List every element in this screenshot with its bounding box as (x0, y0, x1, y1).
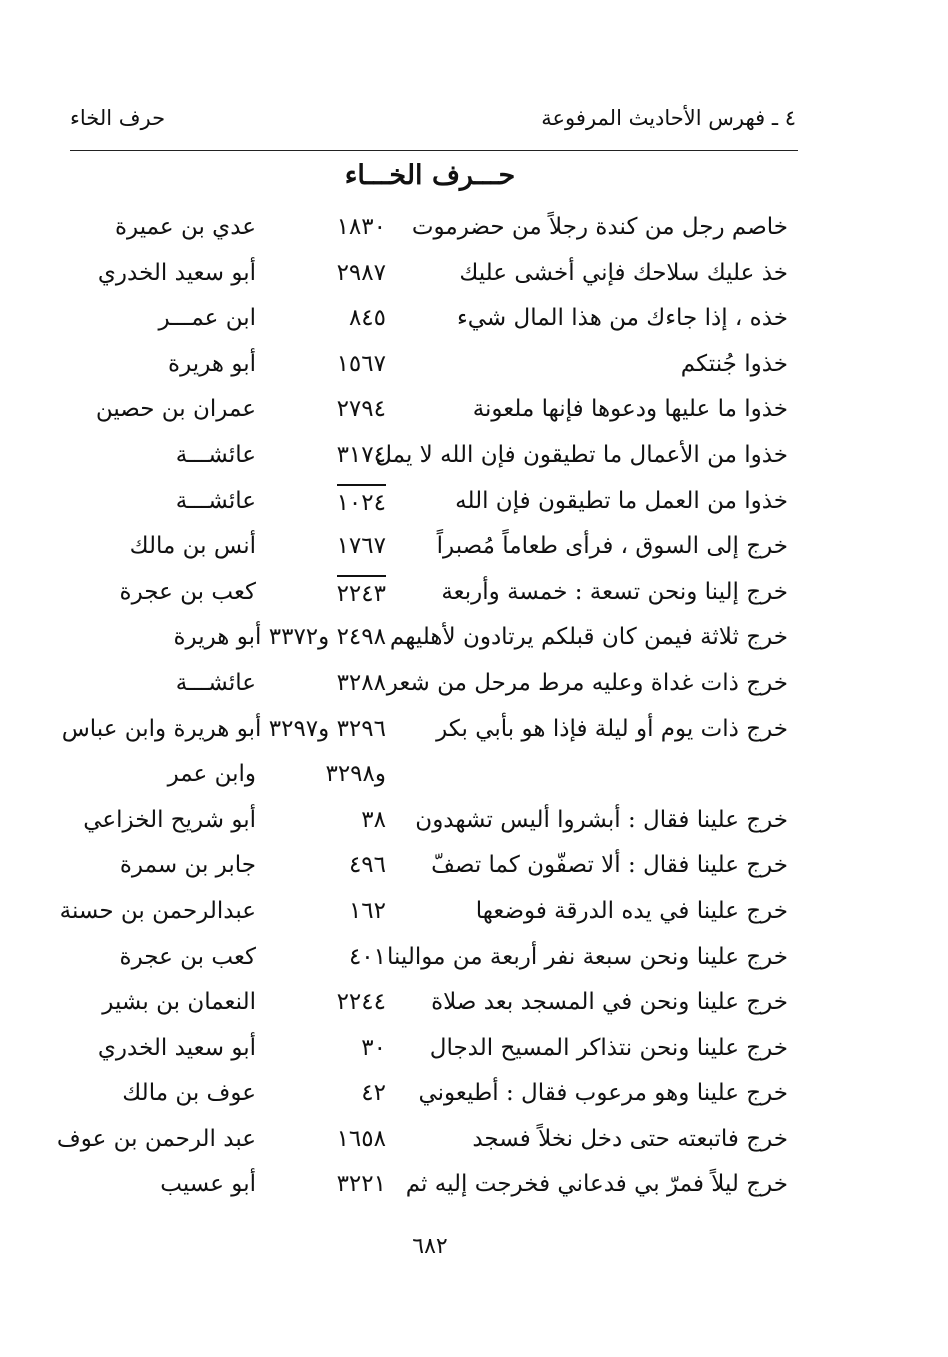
hadith-number: و٣٢٩٨ (325, 761, 386, 788)
hadith-number: ١٥٦٧ (336, 350, 386, 377)
hadith-opening-text: خذه ، إذا جاءك من هذا المال شيء (456, 305, 788, 332)
header-rule (70, 150, 798, 151)
page-number: ٦٨٢ (412, 1234, 448, 1259)
index-entry (0, 664, 948, 710)
hadith-opening-text: خرج ليلاً فمرّ بي فدعاني فخرجت إليه ثم (405, 1171, 788, 1198)
index-entry (0, 345, 948, 391)
index-entry (0, 527, 948, 573)
index-entry (0, 254, 948, 300)
narrator-name: أبو عسيب (160, 1171, 256, 1198)
hadith-opening-text: خرج ذات غداة وعليه مرط مرحل من شعر (386, 669, 788, 696)
index-entry (0, 710, 948, 756)
narrator-name: عبد الرحمن بن عوف (56, 1125, 256, 1152)
narrator-name: أبو سعيد الخدري (97, 259, 256, 286)
index-entry (0, 1120, 948, 1166)
hadith-opening-text: خرج علينا فقال : ألا تصفّون كما تصفّ (431, 852, 788, 879)
narrator-name: كعب بن عجرة (119, 943, 256, 970)
index-entry (0, 299, 948, 345)
hadith-opening-text: خرج علينا في يده الدرقة فوضعها (475, 897, 788, 924)
narrator-name: ابن عمـــر (158, 305, 256, 332)
narrator-name: جابر بن سمرة (119, 852, 256, 879)
header-chapter-title: ٤ ـ فهرس الأحاديث المرفوعة (541, 106, 796, 130)
hadith-number: ١٨٣٠ (336, 214, 386, 240)
hadith-opening-text: خرج علينا ونحن في المسجد بعد صلاة (431, 989, 788, 1016)
index-entry (0, 983, 948, 1029)
narrator-name: عائشـــة (175, 669, 256, 696)
narrator-name: عبدالرحمن بن حسنة (59, 897, 256, 924)
hadith-number: ٣١٧٤ (336, 441, 386, 468)
narrator-name: وابن عمر (167, 761, 256, 788)
hadith-number: ١٠٢٤ (337, 484, 386, 520)
hadith-number: ٣٠ (361, 1034, 386, 1061)
hadith-number: ٢٢٤٣ (337, 575, 386, 611)
hadith-opening-text: خرج علينا ونحن سبعة نفر أربعة من موالينا (386, 943, 788, 970)
hadith-number: ١٦٢ (348, 897, 386, 924)
hadith-number: ٣٢٨٨ (336, 669, 386, 696)
hadith-number: ١٧٦٧ (336, 533, 386, 560)
hadith-numbers-and-narrator: ٣٢٩٦ و٣٢٩٧ أبو هريرة وابن عباس (61, 715, 386, 742)
hadith-opening-text: خذوا ما عليها ودعوها فإنها ملعونة (472, 396, 788, 423)
narrator-name: أبو سعيد الخدري (97, 1034, 256, 1061)
hadith-numbers-and-narrator: ٢٤٩٨ و٣٣٧٢ أبو هريرة (173, 624, 386, 651)
hadith-number: ٢٩٨٧ (336, 259, 386, 286)
index-entry (0, 801, 948, 847)
narrator-name: عمران بن حصين (95, 396, 256, 423)
narrator-name: النعمان بن بشير (102, 989, 256, 1016)
index-entry (0, 618, 948, 664)
hadith-opening-text: خذوا من العمل ما تطيقون فإن الله (455, 487, 788, 514)
index-entry (0, 482, 948, 528)
hadith-opening-text: خرج علينا ونحن نتذاكر المسيح الدجال (429, 1034, 788, 1061)
index-entry (0, 208, 948, 254)
hadith-number: ٣٨ (361, 806, 386, 833)
hadith-opening-text: خذ عليك سلاحك فإني أخشى عليك (459, 259, 788, 286)
hadith-opening-text: خرج إلى السوق ، فرأى طعاماً مُصبراً (436, 533, 788, 560)
hadith-opening-text: خذوا جُنتكم (680, 350, 788, 377)
index-entry (0, 938, 948, 984)
index-entry (0, 1074, 948, 1120)
hadith-opening-text: خرج فاتبعته حتى دخل نخلاً فسجد (472, 1125, 788, 1152)
index-entry (0, 1165, 948, 1211)
narrator-name: أبو شريح الخزاعي (83, 806, 256, 833)
hadith-number: ٣٢٢١ (336, 1171, 386, 1198)
hadith-number: ٤٩٦ (348, 852, 386, 879)
hadith-opening-text: خرج ذات يوم أو ليلة فإذا هو بأبي بكر (436, 715, 788, 742)
hadith-number: ٤٠١ (348, 943, 386, 970)
index-entry (0, 573, 948, 619)
narrator-name: عائشـــة (175, 441, 256, 468)
narrator-name: عائشـــة (175, 487, 256, 514)
narrator-name: عوف بن مالك (122, 1080, 256, 1107)
hadith-index-list (0, 208, 948, 1211)
index-entry (0, 1029, 948, 1075)
narrator-name: كعب بن عجرة (119, 578, 256, 605)
index-entry (0, 390, 948, 436)
hadith-opening-text: خاصم رجل من كندة رجلاً من حضرموت (411, 214, 788, 240)
hadith-number: ٤٢ (361, 1080, 386, 1107)
hadith-number: ٨٤٥ (348, 305, 386, 332)
hadith-opening-text: خرج علينا وهو مرعوب فقال : أطيعوني (418, 1080, 788, 1107)
section-title: حـــرف الخـــاء (344, 160, 516, 191)
hadith-opening-text: خرج ثلاثة فيمن كان قبلكم يرتادون لأهليهم (389, 624, 788, 651)
header-section-title: حرف الخاء (70, 106, 166, 130)
hadith-number: ١٦٥٨ (336, 1125, 386, 1152)
hadith-opening-text: خرج علينا فقال : أبشروا أليس تشهدون (415, 806, 788, 833)
index-entry (0, 892, 948, 938)
hadith-number: ٢٢٤٤ (336, 989, 386, 1016)
index-entry (0, 846, 948, 892)
narrator-name: أبو هريرة (168, 350, 256, 377)
narrator-name: أنس بن مالك (129, 533, 256, 560)
narrator-name: عدي بن عميرة (114, 214, 256, 240)
index-entry (0, 755, 948, 801)
running-header (70, 106, 796, 146)
hadith-opening-text: خذوا من الأعمال ما تطيقون فإن الله لا يمل (375, 441, 788, 468)
hadith-number: ٢٧٩٤ (336, 396, 386, 423)
hadith-opening-text: خرج إلينا ونحن تسعة : خمسة وأربعة (441, 578, 788, 605)
index-entry (0, 436, 948, 482)
